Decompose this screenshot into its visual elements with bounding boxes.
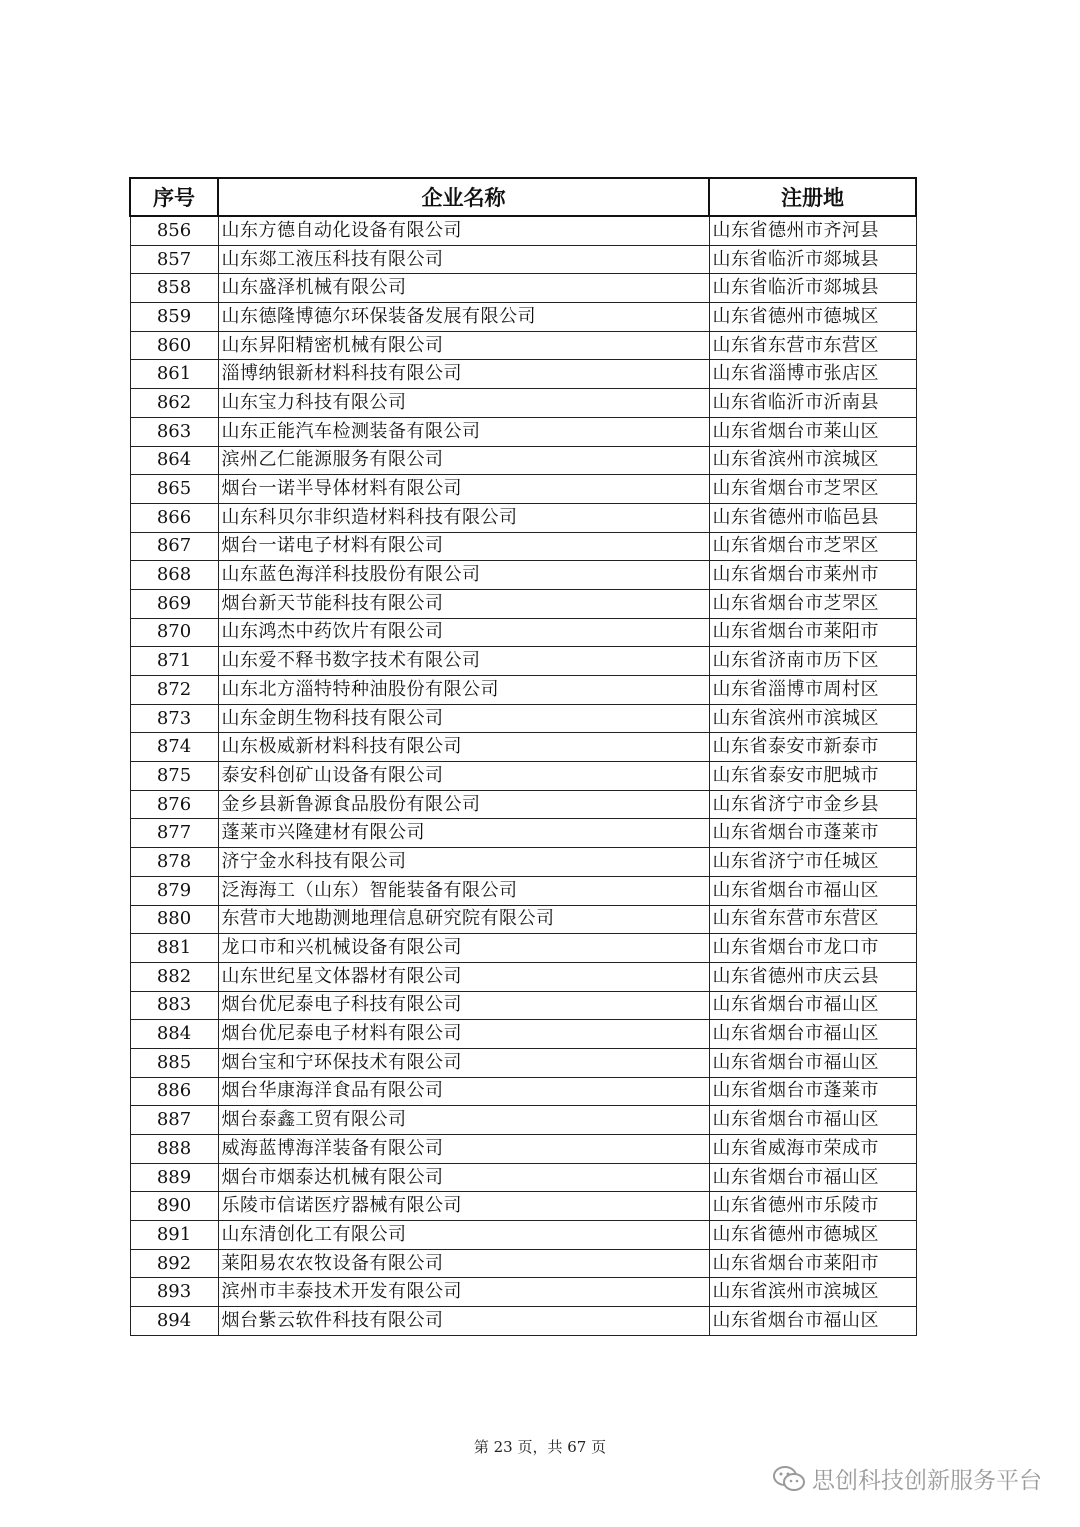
serial-cell: 893 [130,1278,218,1307]
serial-cell: 865 [130,475,218,504]
table-row [130,905,916,934]
table-row [130,503,916,532]
company-name-cell: 山东北方淄特特种油股份有限公司 [218,676,709,705]
page-number: 第 23 页，共 67 页 [473,1438,607,1456]
registration-place-cell: 山东省烟台市莱山区 [709,417,916,446]
header-registration-place: 注册地 [709,178,916,216]
table-row [130,532,916,561]
company-name-cell: 济宁金水科技有限公司 [218,848,709,877]
registration-place-cell: 山东省德州市庆云县 [709,962,916,991]
serial-cell: 890 [130,1192,218,1221]
registration-place-cell: 山东省烟台市福山区 [709,1163,916,1192]
table-row [130,1163,916,1192]
serial-cell: 859 [130,303,218,332]
company-name-cell: 烟台市烟泰达机械有限公司 [218,1163,709,1192]
table-row [130,1192,916,1221]
registration-place-cell: 山东省临沂市郯城县 [709,274,916,303]
serial-cell: 878 [130,848,218,877]
registration-place-cell: 山东省烟台市莱阳市 [709,618,916,647]
company-name-cell: 山东宝力科技有限公司 [218,389,709,418]
company-name-cell: 金乡县新鲁源食品股份有限公司 [218,790,709,819]
company-name-cell: 山东金朗生物科技有限公司 [218,704,709,733]
registration-place-cell: 山东省淄博市周村区 [709,676,916,705]
registration-place-cell: 山东省烟台市福山区 [709,1307,916,1336]
serial-cell: 882 [130,962,218,991]
registration-place-cell: 山东省临沂市郯城县 [709,245,916,274]
serial-cell: 866 [130,503,218,532]
serial-cell: 868 [130,561,218,590]
serial-cell: 861 [130,360,218,389]
table-row [130,1135,916,1164]
registration-place-cell: 山东省烟台市莱州市 [709,561,916,590]
table-row [130,647,916,676]
table-row [130,1077,916,1106]
table-row [130,962,916,991]
watermark-text: 思创科技创新服务平台 [812,1468,1042,1494]
registration-place-cell: 山东省滨州市滨城区 [709,1278,916,1307]
serial-cell: 881 [130,934,218,963]
company-name-cell: 龙口市和兴机械设备有限公司 [218,934,709,963]
company-name-cell: 山东科贝尔非织造材料科技有限公司 [218,503,709,532]
company-name-cell: 烟台泰鑫工贸有限公司 [218,1106,709,1135]
company-name-cell: 烟台紫云软件科技有限公司 [218,1307,709,1336]
company-name-cell: 山东盛泽机械有限公司 [218,274,709,303]
serial-cell: 871 [130,647,218,676]
header-company-name: 企业名称 [218,178,709,216]
serial-cell: 884 [130,1020,218,1049]
company-name-cell: 泰安科创矿山设备有限公司 [218,762,709,791]
company-name-cell: 山东极威新材料科技有限公司 [218,733,709,762]
registration-place-cell: 山东省烟台市蓬莱市 [709,819,916,848]
registration-place-cell: 山东省泰安市新泰市 [709,733,916,762]
serial-cell: 883 [130,991,218,1020]
company-name-cell: 淄博纳银新材料科技有限公司 [218,360,709,389]
registration-place-cell: 山东省烟台市芝罘区 [709,475,916,504]
company-name-cell: 山东鸿杰中药饮片有限公司 [218,618,709,647]
table-row [130,446,916,475]
registration-place-cell: 山东省临沂市沂南县 [709,389,916,418]
table-row [130,1278,916,1307]
table-row [130,1307,916,1336]
serial-cell: 858 [130,274,218,303]
table-row [130,417,916,446]
table-row [130,245,916,274]
table-row [130,704,916,733]
table-row [130,475,916,504]
registration-place-cell: 山东省德州市德城区 [709,1221,916,1250]
company-name-cell: 山东郯工液压科技有限公司 [218,245,709,274]
company-name-cell: 山东方德自动化设备有限公司 [218,216,709,245]
serial-cell: 856 [130,216,218,245]
registration-place-cell: 山东省滨州市滨城区 [709,704,916,733]
wechat-icon [772,1465,806,1493]
table-row [130,589,916,618]
serial-cell: 891 [130,1221,218,1250]
table-row [130,991,916,1020]
registration-place-cell: 山东省烟台市莱阳市 [709,1249,916,1278]
serial-cell: 857 [130,245,218,274]
table-row [130,819,916,848]
table-row [130,331,916,360]
table-row [130,1249,916,1278]
table-row [130,733,916,762]
serial-cell: 872 [130,676,218,705]
registration-place-cell: 山东省泰安市肥城市 [709,762,916,791]
serial-cell: 874 [130,733,218,762]
table-row [130,360,916,389]
table-row [130,848,916,877]
table-row [130,1048,916,1077]
registration-place-cell: 山东省济宁市任城区 [709,848,916,877]
table-row [130,762,916,791]
enterprise-table-wrapper [129,177,915,1336]
company-name-cell: 东营市大地勘测地理信息研究院有限公司 [218,905,709,934]
registration-place-cell: 山东省烟台市福山区 [709,876,916,905]
company-name-cell: 烟台一诺电子材料有限公司 [218,532,709,561]
registration-place-cell: 山东省烟台市龙口市 [709,934,916,963]
company-name-cell: 烟台优尼泰电子科技有限公司 [218,991,709,1020]
table-row [130,216,916,245]
table-row [130,303,916,332]
registration-place-cell: 山东省烟台市福山区 [709,1106,916,1135]
company-name-cell: 山东蓝色海洋科技股份有限公司 [218,561,709,590]
table-row [130,618,916,647]
serial-cell: 864 [130,446,218,475]
company-name-cell: 烟台宝和宁环保技术有限公司 [218,1048,709,1077]
serial-cell: 870 [130,618,218,647]
company-name-cell: 泛海海工（山东）智能装备有限公司 [218,876,709,905]
serial-cell: 887 [130,1106,218,1135]
registration-place-cell: 山东省济宁市金乡县 [709,790,916,819]
registration-place-cell: 山东省德州市临邑县 [709,503,916,532]
company-name-cell: 乐陵市信诺医疗器械有限公司 [218,1192,709,1221]
serial-cell: 873 [130,704,218,733]
table-row [130,1106,916,1135]
serial-cell: 875 [130,762,218,791]
table-row [130,1221,916,1250]
serial-cell: 892 [130,1249,218,1278]
company-name-cell: 烟台一诺半导体材料有限公司 [218,475,709,504]
company-name-cell: 山东正能汽车检测装备有限公司 [218,417,709,446]
registration-place-cell: 山东省济南市历下区 [709,647,916,676]
serial-cell: 877 [130,819,218,848]
table-header-row [130,178,916,216]
serial-cell: 862 [130,389,218,418]
company-name-cell: 山东昇阳精密机械有限公司 [218,331,709,360]
watermark [772,1462,1042,1495]
enterprise-table [129,177,917,1336]
header-serial: 序号 [130,178,218,216]
registration-place-cell: 山东省烟台市芝罘区 [709,532,916,561]
company-name-cell: 山东爱不释书数字技术有限公司 [218,647,709,676]
table-row [130,790,916,819]
table-row [130,676,916,705]
registration-place-cell: 山东省德州市乐陵市 [709,1192,916,1221]
table-row [130,876,916,905]
registration-place-cell: 山东省德州市齐河县 [709,216,916,245]
serial-cell: 869 [130,589,218,618]
company-name-cell: 滨州市丰泰技术开发有限公司 [218,1278,709,1307]
registration-place-cell: 山东省烟台市福山区 [709,1020,916,1049]
table-row [130,561,916,590]
company-name-cell: 烟台优尼泰电子材料有限公司 [218,1020,709,1049]
company-name-cell: 威海蓝博海洋装备有限公司 [218,1135,709,1164]
company-name-cell: 烟台华康海洋食品有限公司 [218,1077,709,1106]
company-name-cell: 蓬莱市兴隆建材有限公司 [218,819,709,848]
company-name-cell: 烟台新天节能科技有限公司 [218,589,709,618]
serial-cell: 894 [130,1307,218,1336]
table-row [130,274,916,303]
serial-cell: 889 [130,1163,218,1192]
company-name-cell: 莱阳易农农牧设备有限公司 [218,1249,709,1278]
table-row [130,934,916,963]
registration-place-cell: 山东省德州市德城区 [709,303,916,332]
serial-cell: 885 [130,1048,218,1077]
registration-place-cell: 山东省滨州市滨城区 [709,446,916,475]
serial-cell: 867 [130,532,218,561]
company-name-cell: 山东德隆博德尔环保装备发展有限公司 [218,303,709,332]
registration-place-cell: 山东省烟台市蓬莱市 [709,1077,916,1106]
table-row [130,389,916,418]
serial-cell: 863 [130,417,218,446]
table-row [130,1020,916,1049]
serial-cell: 879 [130,876,218,905]
registration-place-cell: 山东省东营市东营区 [709,905,916,934]
registration-place-cell: 山东省烟台市芝罘区 [709,589,916,618]
table-body [130,216,916,1335]
serial-cell: 888 [130,1135,218,1164]
serial-cell: 876 [130,790,218,819]
serial-cell: 860 [130,331,218,360]
serial-cell: 880 [130,905,218,934]
registration-place-cell: 山东省东营市东营区 [709,331,916,360]
company-name-cell: 山东清创化工有限公司 [218,1221,709,1250]
registration-place-cell: 山东省烟台市福山区 [709,1048,916,1077]
registration-place-cell: 山东省威海市荣成市 [709,1135,916,1164]
serial-cell: 886 [130,1077,218,1106]
registration-place-cell: 山东省烟台市福山区 [709,991,916,1020]
registration-place-cell: 山东省淄博市张店区 [709,360,916,389]
company-name-cell: 山东世纪星文体器材有限公司 [218,962,709,991]
company-name-cell: 滨州乙仁能源服务有限公司 [218,446,709,475]
